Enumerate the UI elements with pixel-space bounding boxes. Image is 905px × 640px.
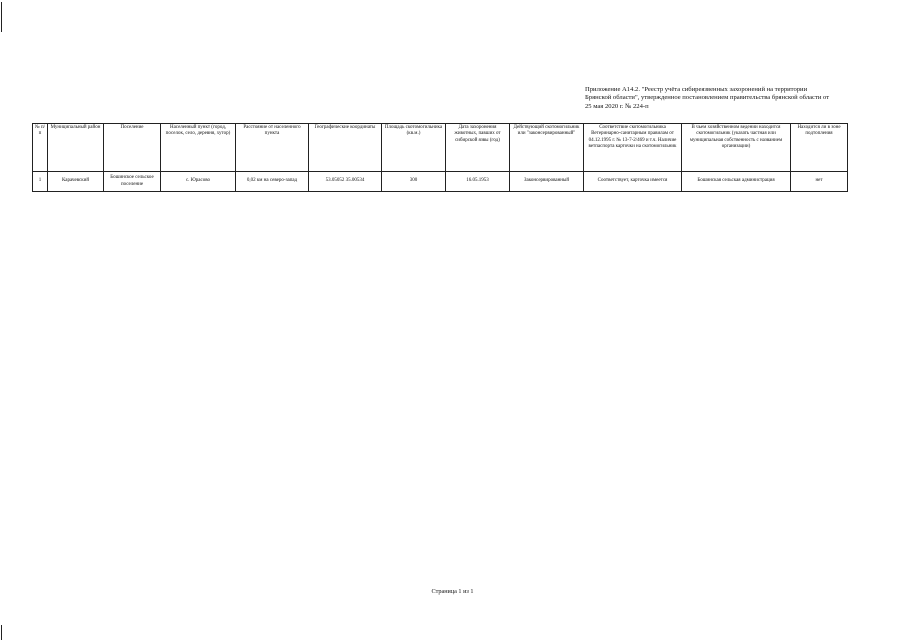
page-number: Страница 1 из 1 — [431, 588, 474, 595]
column-header-flood-zone: Находится ли в зоне подтопления — [791, 124, 848, 172]
appendix-header — [585, 86, 873, 111]
column-header-status: Действующий скотомогильник или "законсервированный" — [510, 124, 584, 172]
cell-distance: 0,02 км на северо-запад — [236, 172, 309, 192]
cell-locality: с. Юрасово — [161, 172, 236, 192]
column-header-number: № п/п — [33, 124, 48, 172]
column-header-settlement: Поселение — [104, 124, 161, 172]
appendix-header-line-3: 25 мая 2020 г. № 224-п — [585, 102, 649, 110]
cell-status: Законсервированный — [510, 172, 584, 192]
column-header-compliance: Соответствие скотомогильника Ветеринарно-санитарным правилам от 04.12.1995 г. № 13-7-2/469 и т.ч. Наличие ветпаспорта карточки на скотомогильник — [584, 124, 682, 172]
cell-coordinates: 53.05052 35.00534 — [309, 172, 382, 192]
appendix-header-line-1: Приложение А14.2. "Реестр учёта сибиреязвенных захоронений на территории — [585, 86, 808, 93]
column-header-distance: Расстояние от населенного пункта — [236, 124, 309, 172]
column-header-owner: В чьем хозяйственном ведении находится скотомогильник (указать частная или муниципальная собственность с названием организации) — [682, 124, 791, 172]
scan-edge-mark-top — [1, 2, 2, 32]
burial-registry-table — [32, 123, 848, 192]
column-header-locality: Населенный пункт (город, поселок, село, деревня, хутор) — [161, 124, 236, 172]
cell-area: 300 — [382, 172, 446, 192]
cell-district: Карачевский — [48, 172, 104, 192]
table-row — [33, 172, 848, 192]
cell-number: 1 — [33, 172, 48, 192]
column-header-area: Площадь скотомогильника (кв.м.) — [382, 124, 446, 172]
cell-compliance: Соответствует, карточка имеется — [584, 172, 682, 192]
cell-burial-date: 16.05.1953 — [446, 172, 510, 192]
column-header-coordinates: Географические координаты — [309, 124, 382, 172]
column-header-burial-date: Дата захоронения животных, павших от сибирской язвы (год) — [446, 124, 510, 172]
cell-owner: Бошинская сельская администрация — [682, 172, 791, 192]
column-header-district: Муниципальный район — [48, 124, 104, 172]
cell-settlement: Бошинское сельское поселение — [104, 172, 161, 192]
cell-flood-zone: нет — [791, 172, 848, 192]
appendix-header-line-2: Брянской области", утвержденное постановлением правительства брянской области от — [585, 94, 830, 102]
scan-edge-mark-bottom — [1, 625, 2, 640]
table-header-row — [33, 124, 848, 172]
